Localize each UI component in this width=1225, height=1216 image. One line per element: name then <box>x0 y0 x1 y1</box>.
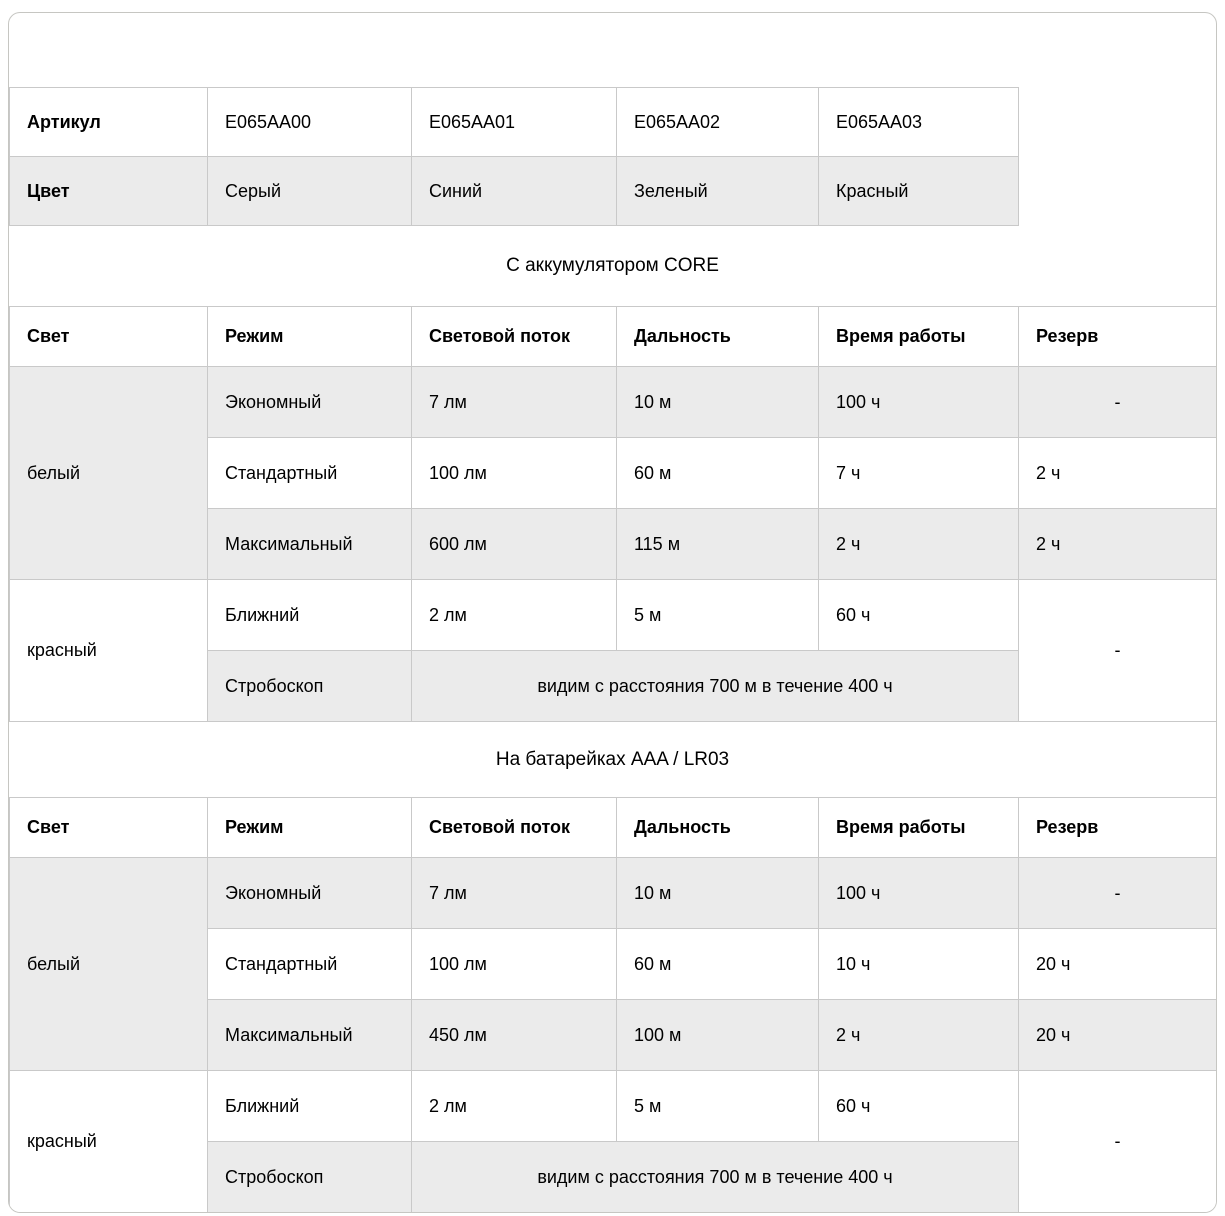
color-value-0: Серый <box>208 157 412 226</box>
core-standard-mode: Стандартный <box>208 438 412 509</box>
core-header-mode: Режим <box>208 307 412 367</box>
core-standard-time: 7 ч <box>819 438 1019 509</box>
core-max-distance: 115 м <box>617 509 819 580</box>
core-header-time: Время работы <box>819 307 1019 367</box>
article-value-0: E065AA00 <box>208 88 412 157</box>
core-standard-reserve: 2 ч <box>1019 438 1217 509</box>
battery-eco-mode: Экономный <box>208 858 412 929</box>
core-standard-flux: 100 лм <box>412 438 617 509</box>
core-max-flux: 600 лм <box>412 509 617 580</box>
core-header-distance: Дальность <box>617 307 819 367</box>
battery-eco-reserve: - <box>1019 858 1217 929</box>
core-strobe-note: видим с расстояния 700 м в течение 400 ч <box>412 651 1019 722</box>
battery-eco-flux: 7 лм <box>412 858 617 929</box>
core-red-light-cell: красный <box>10 580 208 722</box>
battery-max-reserve: 20 ч <box>1019 1000 1217 1071</box>
core-standard-distance: 60 м <box>617 438 819 509</box>
battery-max-flux: 450 лм <box>412 1000 617 1071</box>
battery-standard-time: 10 ч <box>819 929 1019 1000</box>
color-label: Цвет <box>10 157 208 226</box>
section-title-core: С аккумулятором CORE <box>9 226 1216 306</box>
battery-header-time: Время работы <box>819 798 1019 858</box>
spec-sheet-panel <box>8 12 1217 1213</box>
battery-max-time: 2 ч <box>819 1000 1019 1071</box>
battery-header-flux: Световой поток <box>412 798 617 858</box>
battery-header-distance: Дальность <box>617 798 819 858</box>
core-red-reserve-cell: - <box>1019 580 1217 722</box>
core-near-distance: 5 м <box>617 580 819 651</box>
battery-header-mode: Режим <box>208 798 412 858</box>
battery-standard-distance: 60 м <box>617 929 819 1000</box>
core-row-eco <box>10 367 1217 438</box>
color-row <box>10 157 1019 226</box>
core-near-mode: Ближний <box>208 580 412 651</box>
product-variants-table <box>9 87 1019 226</box>
core-max-time: 2 ч <box>819 509 1019 580</box>
battery-eco-distance: 10 м <box>617 858 819 929</box>
core-max-mode: Максимальный <box>208 509 412 580</box>
battery-max-mode: Максимальный <box>208 1000 412 1071</box>
core-max-reserve: 2 ч <box>1019 509 1217 580</box>
article-row <box>10 88 1019 157</box>
battery-near-distance: 5 м <box>617 1071 819 1142</box>
battery-standard-reserve: 20 ч <box>1019 929 1217 1000</box>
battery-header-reserve: Резерв <box>1019 798 1217 858</box>
article-value-3: E065AA03 <box>819 88 1019 157</box>
top-spacer <box>9 13 1216 87</box>
battery-eco-time: 100 ч <box>819 858 1019 929</box>
core-row-near <box>10 580 1217 651</box>
core-near-flux: 2 лм <box>412 580 617 651</box>
battery-header-row <box>10 798 1217 858</box>
core-white-light-cell: белый <box>10 367 208 580</box>
color-value-1: Синий <box>412 157 617 226</box>
core-spec-table <box>9 306 1217 722</box>
battery-strobe-mode: Стробоскоп <box>208 1142 412 1213</box>
battery-near-time: 60 ч <box>819 1071 1019 1142</box>
battery-spec-table <box>9 797 1217 1213</box>
color-value-2: Зеленый <box>617 157 819 226</box>
core-eco-flux: 7 лм <box>412 367 617 438</box>
article-value-1: E065AA01 <box>412 88 617 157</box>
battery-red-reserve-cell: - <box>1019 1071 1217 1213</box>
core-near-time: 60 ч <box>819 580 1019 651</box>
battery-near-mode: Ближний <box>208 1071 412 1142</box>
battery-row-near <box>10 1071 1217 1142</box>
core-eco-distance: 10 м <box>617 367 819 438</box>
article-label: Артикул <box>10 88 208 157</box>
battery-red-light-cell: красный <box>10 1071 208 1213</box>
core-eco-time: 100 ч <box>819 367 1019 438</box>
core-header-reserve: Резерв <box>1019 307 1217 367</box>
battery-standard-mode: Стандартный <box>208 929 412 1000</box>
core-eco-reserve: - <box>1019 367 1217 438</box>
core-strobe-mode: Стробоскоп <box>208 651 412 722</box>
battery-row-eco <box>10 858 1217 929</box>
battery-strobe-note: видим с расстояния 700 м в течение 400 ч <box>412 1142 1019 1213</box>
battery-near-flux: 2 лм <box>412 1071 617 1142</box>
battery-header-light: Свет <box>10 798 208 858</box>
section-title-batteries: На батарейках AAA / LR03 <box>9 722 1216 797</box>
core-eco-mode: Экономный <box>208 367 412 438</box>
article-value-2: E065AA02 <box>617 88 819 157</box>
color-value-3: Красный <box>819 157 1019 226</box>
battery-max-distance: 100 м <box>617 1000 819 1071</box>
core-header-light: Свет <box>10 307 208 367</box>
battery-white-light-cell: белый <box>10 858 208 1071</box>
core-header-row <box>10 307 1217 367</box>
battery-standard-flux: 100 лм <box>412 929 617 1000</box>
core-header-flux: Световой поток <box>412 307 617 367</box>
